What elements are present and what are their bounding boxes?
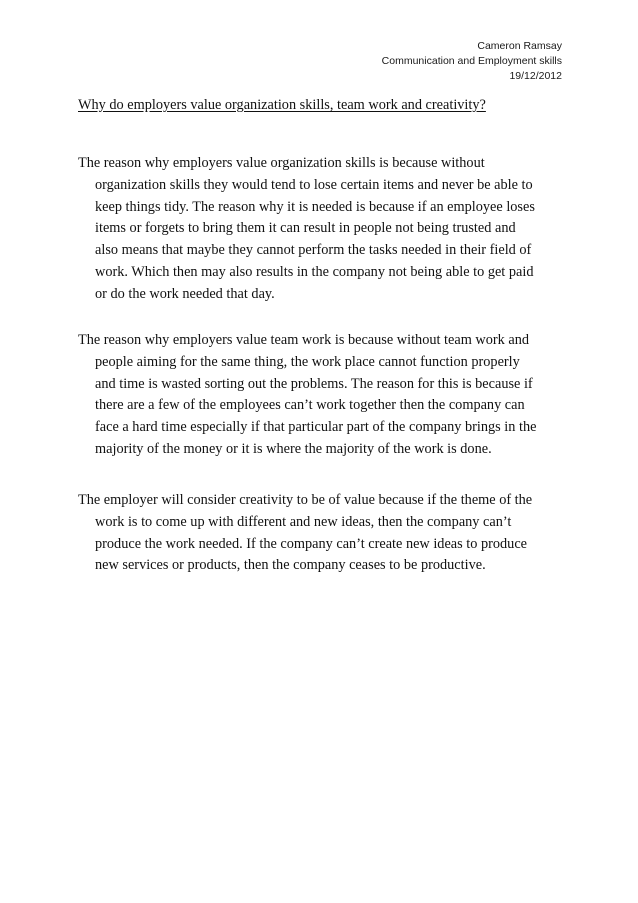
paragraph-line: produce the work needed. If the company can’t create new ideas to produce bbox=[95, 535, 528, 552]
document-date: 19/12/2012 bbox=[509, 70, 562, 82]
paragraph-line: work. Which then may also results in the company not being able to get paid bbox=[95, 263, 534, 280]
paragraph-line: The reason why employers value organization skills is because without bbox=[78, 155, 485, 171]
paragraph-line: keep things tidy. The reason why it is needed is because if an employee loses bbox=[95, 198, 535, 215]
paragraph-team-work bbox=[78, 330, 586, 461]
paragraph-line: items or forgets to bring them it can result in people not being trusted and bbox=[95, 220, 516, 237]
document-title: Why do employers value organization skills, team work and creativity? bbox=[78, 97, 486, 113]
paragraph-line: The reason why employers value team work is because without team work and bbox=[78, 332, 530, 348]
paragraph-line: also means that maybe they cannot perform the tasks needed in their field of bbox=[95, 242, 532, 259]
paragraph-line: there are a few of the employees can’t work together then the company can bbox=[95, 397, 525, 414]
paragraph-creativity bbox=[78, 490, 586, 577]
document-header bbox=[382, 39, 562, 84]
course-name: Communication and Employment skills bbox=[381, 55, 562, 67]
paragraph-line: new services or products, then the company ceases to be productive. bbox=[95, 557, 486, 574]
paragraph-line: people aiming for the same thing, the work place cannot function properly bbox=[95, 353, 520, 370]
paragraph-line: organization skills they would tend to lose certain items and never be able to bbox=[95, 176, 533, 193]
paragraph-line: The employer will consider creativity to be of value because if the theme of the bbox=[78, 492, 533, 508]
author-name: Cameron Ramsay bbox=[477, 40, 562, 52]
paragraph-organization-skills bbox=[78, 153, 586, 306]
paragraph-line: or do the work needed that day. bbox=[95, 285, 275, 302]
paragraph-line: work is to come up with different and new ideas, then the company can’t bbox=[95, 513, 512, 530]
paragraph-line: face a hard time especially if that particular part of the company brings in the bbox=[95, 419, 537, 436]
paragraph-line: and time is wasted sorting out the problems. The reason for this is because if bbox=[95, 375, 533, 392]
paragraph-line: majority of the money or it is where the majority of the work is done. bbox=[95, 440, 492, 457]
